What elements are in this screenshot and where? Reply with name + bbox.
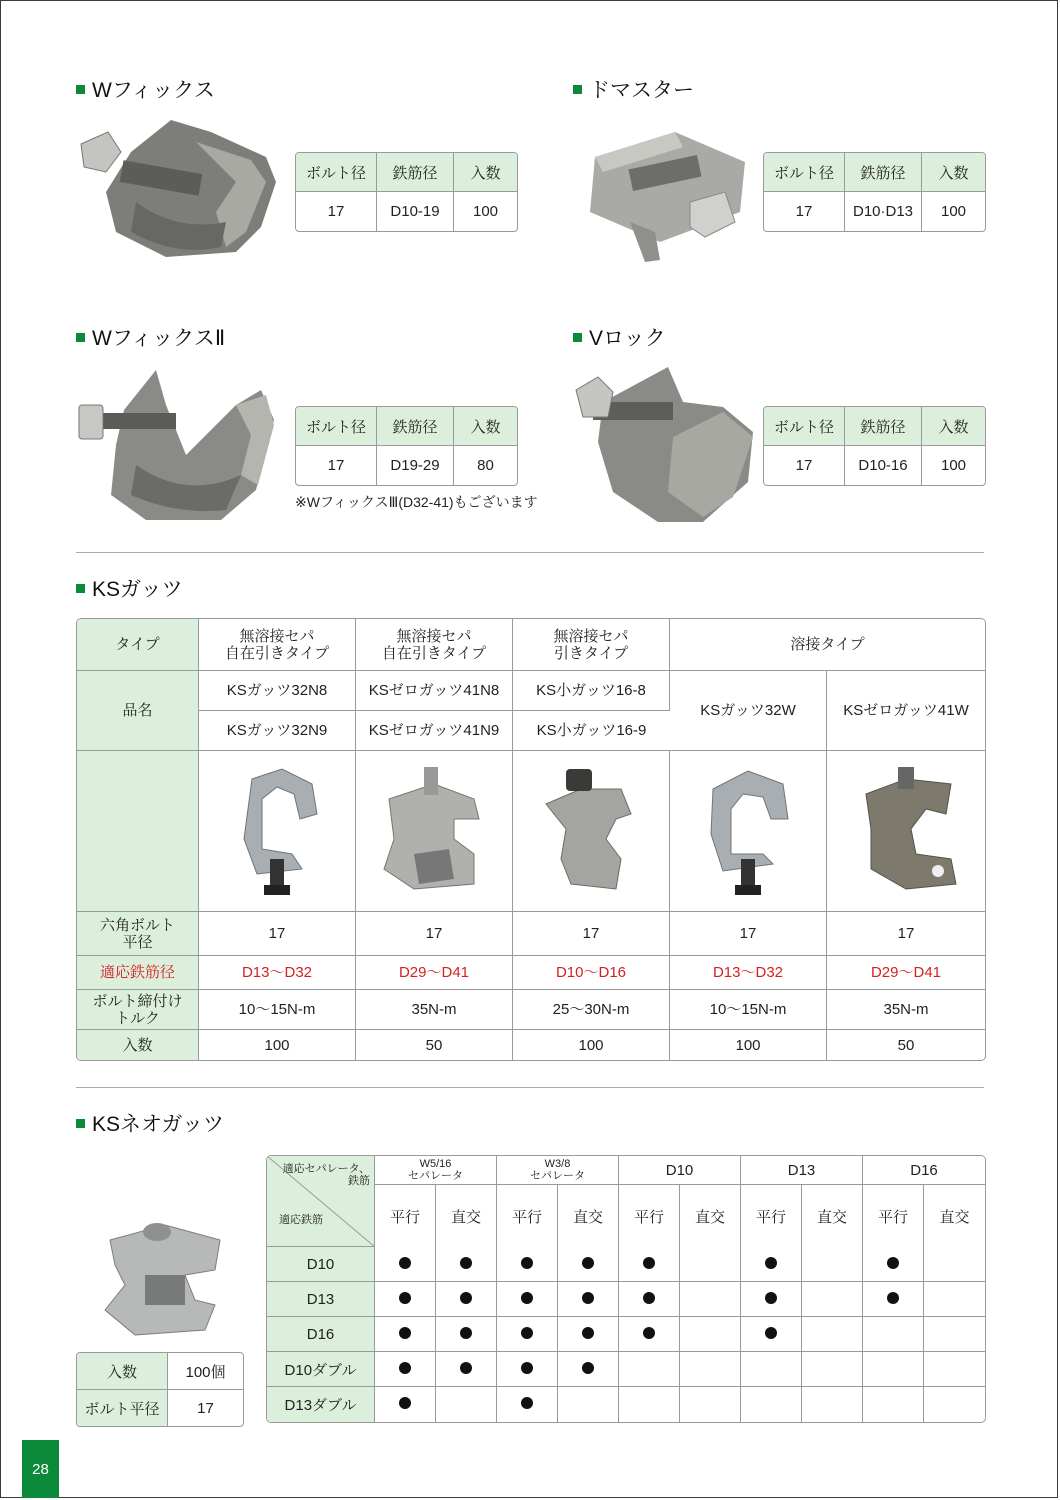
type-cell: 無溶接セパ 自在引きタイプ [199, 619, 356, 671]
filled-circle-icon [643, 1257, 655, 1269]
sub-header: 平行 [741, 1185, 802, 1247]
section-title-ks-neo-gutz: KSネオガッツ [76, 1108, 224, 1138]
mark-cell [741, 1387, 802, 1422]
mark-cell [924, 1317, 985, 1352]
mark-cell [375, 1352, 436, 1387]
divider [76, 552, 984, 553]
mark-cell [680, 1282, 741, 1317]
filled-circle-icon [521, 1397, 533, 1409]
table-row [267, 1317, 985, 1352]
sub-header: 平行 [619, 1185, 680, 1247]
square-bullet-icon [76, 584, 85, 593]
w-fix-2-photo [76, 365, 281, 530]
mark-cell [863, 1317, 924, 1352]
domaster-spec-table: ボルト径 鉄筋径 入数 17 D10·D13 100 [763, 152, 986, 232]
mark-cell [497, 1387, 558, 1422]
w-fix-2-spec-table: ボルト径 鉄筋径 入数 17 D19-29 80 [295, 406, 518, 486]
filled-circle-icon [643, 1327, 655, 1339]
filled-circle-icon [887, 1292, 899, 1304]
mark-cell [436, 1282, 497, 1317]
filled-circle-icon [399, 1362, 411, 1374]
mark-cell [802, 1247, 863, 1282]
sub-header: 直交 [680, 1185, 741, 1247]
filled-circle-icon [521, 1362, 533, 1374]
filled-circle-icon [521, 1327, 533, 1339]
domaster-photo [575, 112, 755, 267]
mark-cell [558, 1282, 619, 1317]
divider [76, 1087, 984, 1088]
ks-gutz-32w-photo [670, 751, 827, 912]
sub-header: 直交 [802, 1185, 863, 1247]
filled-circle-icon [460, 1257, 472, 1269]
ks-sho-gutz-16-photo [513, 751, 670, 912]
square-bullet-icon [573, 85, 582, 94]
sub-header: 平行 [375, 1185, 436, 1247]
row-label: D16 [267, 1317, 375, 1352]
mark-cell [863, 1282, 924, 1317]
ks-neo-spec-table: 入数 100個 ボルト平径 17 [76, 1352, 244, 1427]
mark-cell [497, 1317, 558, 1352]
mark-cell [497, 1352, 558, 1387]
row-label: D13ダブル [267, 1387, 375, 1422]
ks-gutz-table: タイプ 無溶接セパ 自在引きタイプ 無溶接セパ 自在引きタイプ 無溶接セパ 引きタイプ 溶接タイプ 品名 KSガッツ32N8 KSゼロガッツ41N8 KS小ガッツ16-8 KSガッツ32W KSゼロガッツ41W KSガッツ32N9 KSゼロガッツ41N9 KS小ガッツ16-9 六角ボルト 平径 17 17 17 17 17 適応鉄筋径 D13～D32 D29～D41 D10～D16 D13～D32 D29～D41 ボルト締付け トルク 10～15N-m 35N-m 25～30N-m 10～15N-m 35N-m 入数 100 50 100 100 50 [76, 618, 986, 1061]
sub-header: 平行 [497, 1185, 558, 1247]
table-row [267, 1387, 985, 1422]
group-header: W5/16 セパレータ [375, 1156, 497, 1185]
mark-cell [924, 1387, 985, 1422]
sub-header: 直交 [436, 1185, 497, 1247]
square-bullet-icon [573, 333, 582, 342]
mark-cell [619, 1282, 680, 1317]
v-lock-spec-table: ボルト径 鉄筋径 入数 17 D10-16 100 [763, 406, 986, 486]
w-fix-3-note: ※WフィックスⅢ(D32-41)もございます [295, 494, 538, 510]
mark-cell [741, 1282, 802, 1317]
section-title-v-lock: Vロック [573, 322, 666, 352]
mark-cell [558, 1387, 619, 1422]
filled-circle-icon [399, 1292, 411, 1304]
group-header: D13 [741, 1156, 863, 1185]
ks-neo-gutz-photo [95, 1210, 235, 1340]
page-number: 28 [22, 1440, 59, 1498]
filled-circle-icon [582, 1292, 594, 1304]
filled-circle-icon [521, 1292, 533, 1304]
filled-circle-icon [582, 1257, 594, 1269]
mark-cell [680, 1317, 741, 1352]
filled-circle-icon [765, 1257, 777, 1269]
mark-cell [375, 1317, 436, 1352]
mark-cell [375, 1282, 436, 1317]
v-lock-photo [573, 362, 758, 527]
mark-cell [558, 1317, 619, 1352]
mark-cell [497, 1247, 558, 1282]
corner-cell: 適応セパレータ、 鉄筋 適応鉄筋 [267, 1156, 375, 1247]
filled-circle-icon [460, 1327, 472, 1339]
photo-label-cell [77, 751, 199, 912]
mark-cell [619, 1247, 680, 1282]
square-bullet-icon [76, 85, 85, 94]
row-label: D10 [267, 1247, 375, 1282]
filled-circle-icon [582, 1362, 594, 1374]
type-cell-weld: 溶接タイプ [670, 619, 985, 671]
mark-cell [802, 1317, 863, 1352]
ks-zero-gutz-41n-photo [356, 751, 513, 912]
mark-cell [741, 1352, 802, 1387]
mark-cell [436, 1352, 497, 1387]
table-row [267, 1352, 985, 1387]
filled-circle-icon [765, 1327, 777, 1339]
group-header: W3/8 セパレータ [497, 1156, 619, 1185]
type-cell: 無溶接セパ 自在引きタイプ [356, 619, 513, 671]
ks-gutz-32n-photo [199, 751, 356, 912]
mark-cell [558, 1352, 619, 1387]
row-label: D13 [267, 1282, 375, 1317]
mark-cell [619, 1317, 680, 1352]
mark-cell [558, 1247, 619, 1282]
filled-circle-icon [460, 1362, 472, 1374]
mark-cell [680, 1247, 741, 1282]
section-title-w-fix: Wフィックス [76, 74, 215, 104]
mark-cell [741, 1247, 802, 1282]
mark-cell [436, 1317, 497, 1352]
mark-cell [375, 1247, 436, 1282]
filled-circle-icon [521, 1257, 533, 1269]
ks-zero-gutz-41w-photo [827, 751, 985, 912]
square-bullet-icon [76, 333, 85, 342]
mark-cell [741, 1317, 802, 1352]
mark-cell [436, 1387, 497, 1422]
mark-cell [863, 1387, 924, 1422]
group-header: D16 [863, 1156, 985, 1185]
row-label: D10ダブル [267, 1352, 375, 1387]
filled-circle-icon [765, 1292, 777, 1304]
filled-circle-icon [582, 1327, 594, 1339]
mark-cell [863, 1352, 924, 1387]
mark-cell [802, 1387, 863, 1422]
w-fix-photo [76, 112, 281, 267]
mark-cell [863, 1247, 924, 1282]
filled-circle-icon [887, 1257, 899, 1269]
square-bullet-icon [76, 1119, 85, 1128]
section-title-ks-gutz: KSガッツ [76, 573, 183, 603]
table-row [267, 1247, 985, 1282]
sub-header: 直交 [939, 1208, 970, 1226]
sub-header: 平行 [863, 1185, 924, 1247]
filled-circle-icon [399, 1327, 411, 1339]
mark-cell [680, 1387, 741, 1422]
sub-header: 直交 [558, 1185, 619, 1247]
w-fix-spec-table: ボルト径 鉄筋径 入数 17 D10-19 100 [295, 152, 518, 232]
mark-cell [619, 1387, 680, 1422]
filled-circle-icon [643, 1292, 655, 1304]
section-title-domaster: ドマスター [573, 74, 694, 104]
mark-cell [802, 1352, 863, 1387]
mark-cell [436, 1247, 497, 1282]
mark-cell [802, 1282, 863, 1317]
group-header: D10 [619, 1156, 741, 1185]
table-row [267, 1282, 985, 1317]
filled-circle-icon [399, 1257, 411, 1269]
filled-circle-icon [399, 1397, 411, 1409]
section-title-w-fix-2: WフィックスⅡ [76, 322, 225, 352]
mark-cell [924, 1247, 985, 1282]
mark-cell [497, 1282, 558, 1317]
mark-cell [619, 1352, 680, 1387]
mark-cell [924, 1352, 985, 1387]
mark-cell [680, 1352, 741, 1387]
mark-cell [375, 1387, 436, 1422]
ks-neo-gutz-table [266, 1155, 986, 1423]
type-cell: 無溶接セパ 引きタイプ [513, 619, 670, 671]
filled-circle-icon [460, 1292, 472, 1304]
mark-cell [924, 1282, 985, 1317]
